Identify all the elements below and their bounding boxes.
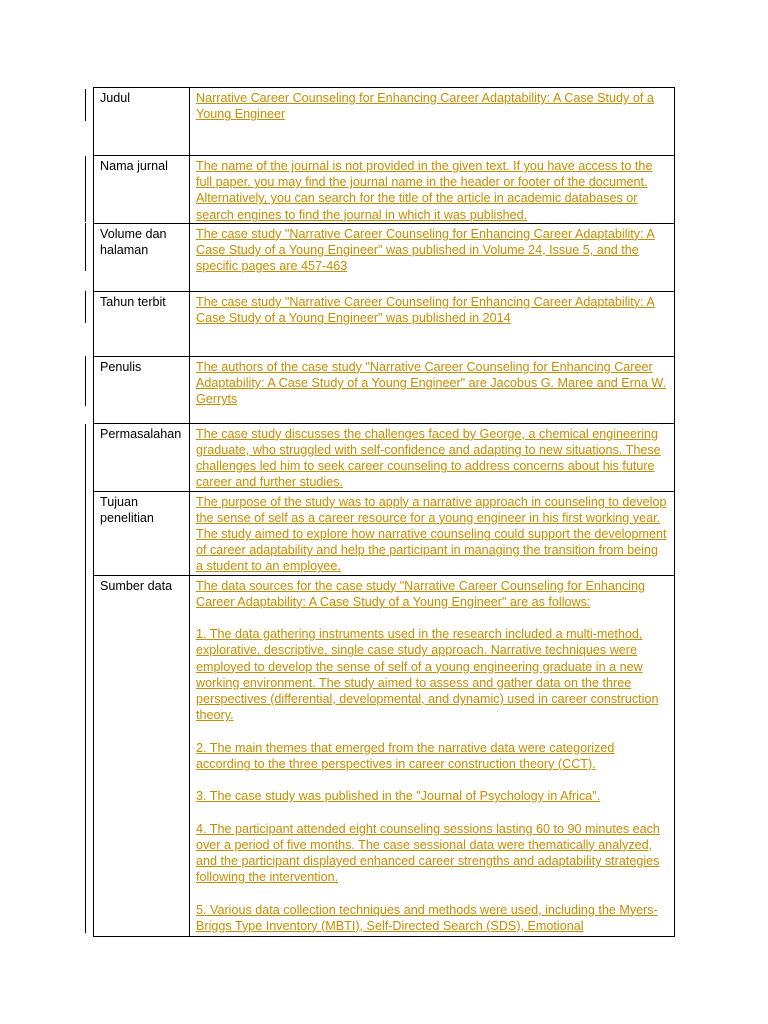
row-label-tujuan: Tujuan penelitian [94, 491, 190, 575]
change-bar [85, 356, 86, 406]
sumber-paragraph-3: 3. The case study was published in the "Journal of Psychology in Africa". [196, 789, 601, 804]
table-row [94, 156, 675, 224]
sumber-paragraph-5: 5. Various data collection techniques and methods were used, including the Myers-Briggs Type Inventory (MBTI), Self-Directed Search (SDS), Emotional [196, 902, 658, 933]
table-row [94, 491, 675, 575]
row-value-tahun: The case study "Narrative Career Counseling for Enhancing Career Adaptability: A Case Study of a Young Engineer" was published in 2014 [190, 291, 675, 356]
row-label-volume: Volume dan halaman [94, 223, 190, 291]
row-value-judul: Narrative Career Counseling for Enhancing Career Adaptability: A Case Study of a Young Engineer [190, 88, 675, 156]
row-label-tahun: Tahun terbit [94, 291, 190, 356]
table-row [94, 423, 675, 491]
change-bar [85, 291, 86, 323]
row-label-nama-jurnal: Nama jurnal [94, 156, 190, 224]
row-value-penulis: The authors of the case study "Narrative Career Counseling for Enhancing Career Adaptability: A Case Study of a Young Engineer" are Jacobus G. Maree and Erna W. Gerryts [190, 356, 675, 423]
change-bar [85, 424, 86, 490]
change-bar [85, 223, 86, 271]
sumber-paragraph-4: 4. The participant attended eight counseling sessions lasting 60 to 90 minutes each over a period of five months. The case sessional data were thematically analyzed, and the participant displayed enhanced career strengths and adaptability strategies following the intervention. [196, 821, 660, 885]
row-value-permasalahan: The case study discusses the challenges faced by George, a chemical engineering graduate, who struggled with self-confidence and adapting to new situations. These challenges led him to seek career counseling to address concerns about his future career and further studies. [190, 423, 675, 491]
table-row [94, 575, 675, 936]
sumber-paragraph-2: 2. The main themes that emerged from the narrative data were categorized according to the three perspectives in career construction theory (CCT). [196, 740, 615, 771]
change-bar [85, 156, 86, 222]
change-bar [85, 89, 86, 121]
row-label-sumber-data: Sumber data [94, 575, 190, 936]
table-row [94, 356, 675, 423]
summary-table [93, 87, 675, 937]
table-row [94, 88, 675, 156]
row-value-volume: The case study "Narrative Career Counseling for Enhancing Career Adaptability: A Case Study of a Young Engineer" was published in Volume 24, Issue 5, and the specific pages are 457-463 [190, 223, 675, 291]
table-row [94, 291, 675, 356]
row-value-tujuan: The purpose of the study was to apply a narrative approach in counseling to develop the sense of self as a career resource for a young engineer in his first working year. The study aimed to explore how narrative counseling could support the development of career adaptability and help the participant in managing the transition from being a student to an employee. [190, 491, 675, 575]
row-label-penulis: Penulis [94, 356, 190, 423]
sumber-paragraph-intro: The data sources for the case study "Narrative Career Counseling for Enhancing Career Adaptability: A Case Study of a Young Engineer" are as follows: [196, 578, 645, 609]
row-value-sumber-data [190, 575, 675, 936]
sumber-paragraph-1: 1. The data gathering instruments used in the research included a multi-method, explorative, descriptive, single case study approach. Narrative techniques were employed to develop the sense of self of a young engineering graduate in a new working environment. The study aimed to assess and gather data on the three perspectives (differential, developmental, and dynamic) used in career construction theory. [196, 627, 659, 723]
row-value-nama-jurnal: The name of the journal is not provided in the given text. If you have access to the full paper, you may find the journal name in the header or footer of the document. Alternatively, you can search for the title of the article in academic databases or search engines to find the journal in which it was published. [190, 156, 675, 224]
row-label-judul: Judul [94, 88, 190, 156]
row-label-permasalahan: Permasalahan [94, 423, 190, 491]
table-row [94, 223, 675, 291]
change-bar [85, 490, 86, 933]
